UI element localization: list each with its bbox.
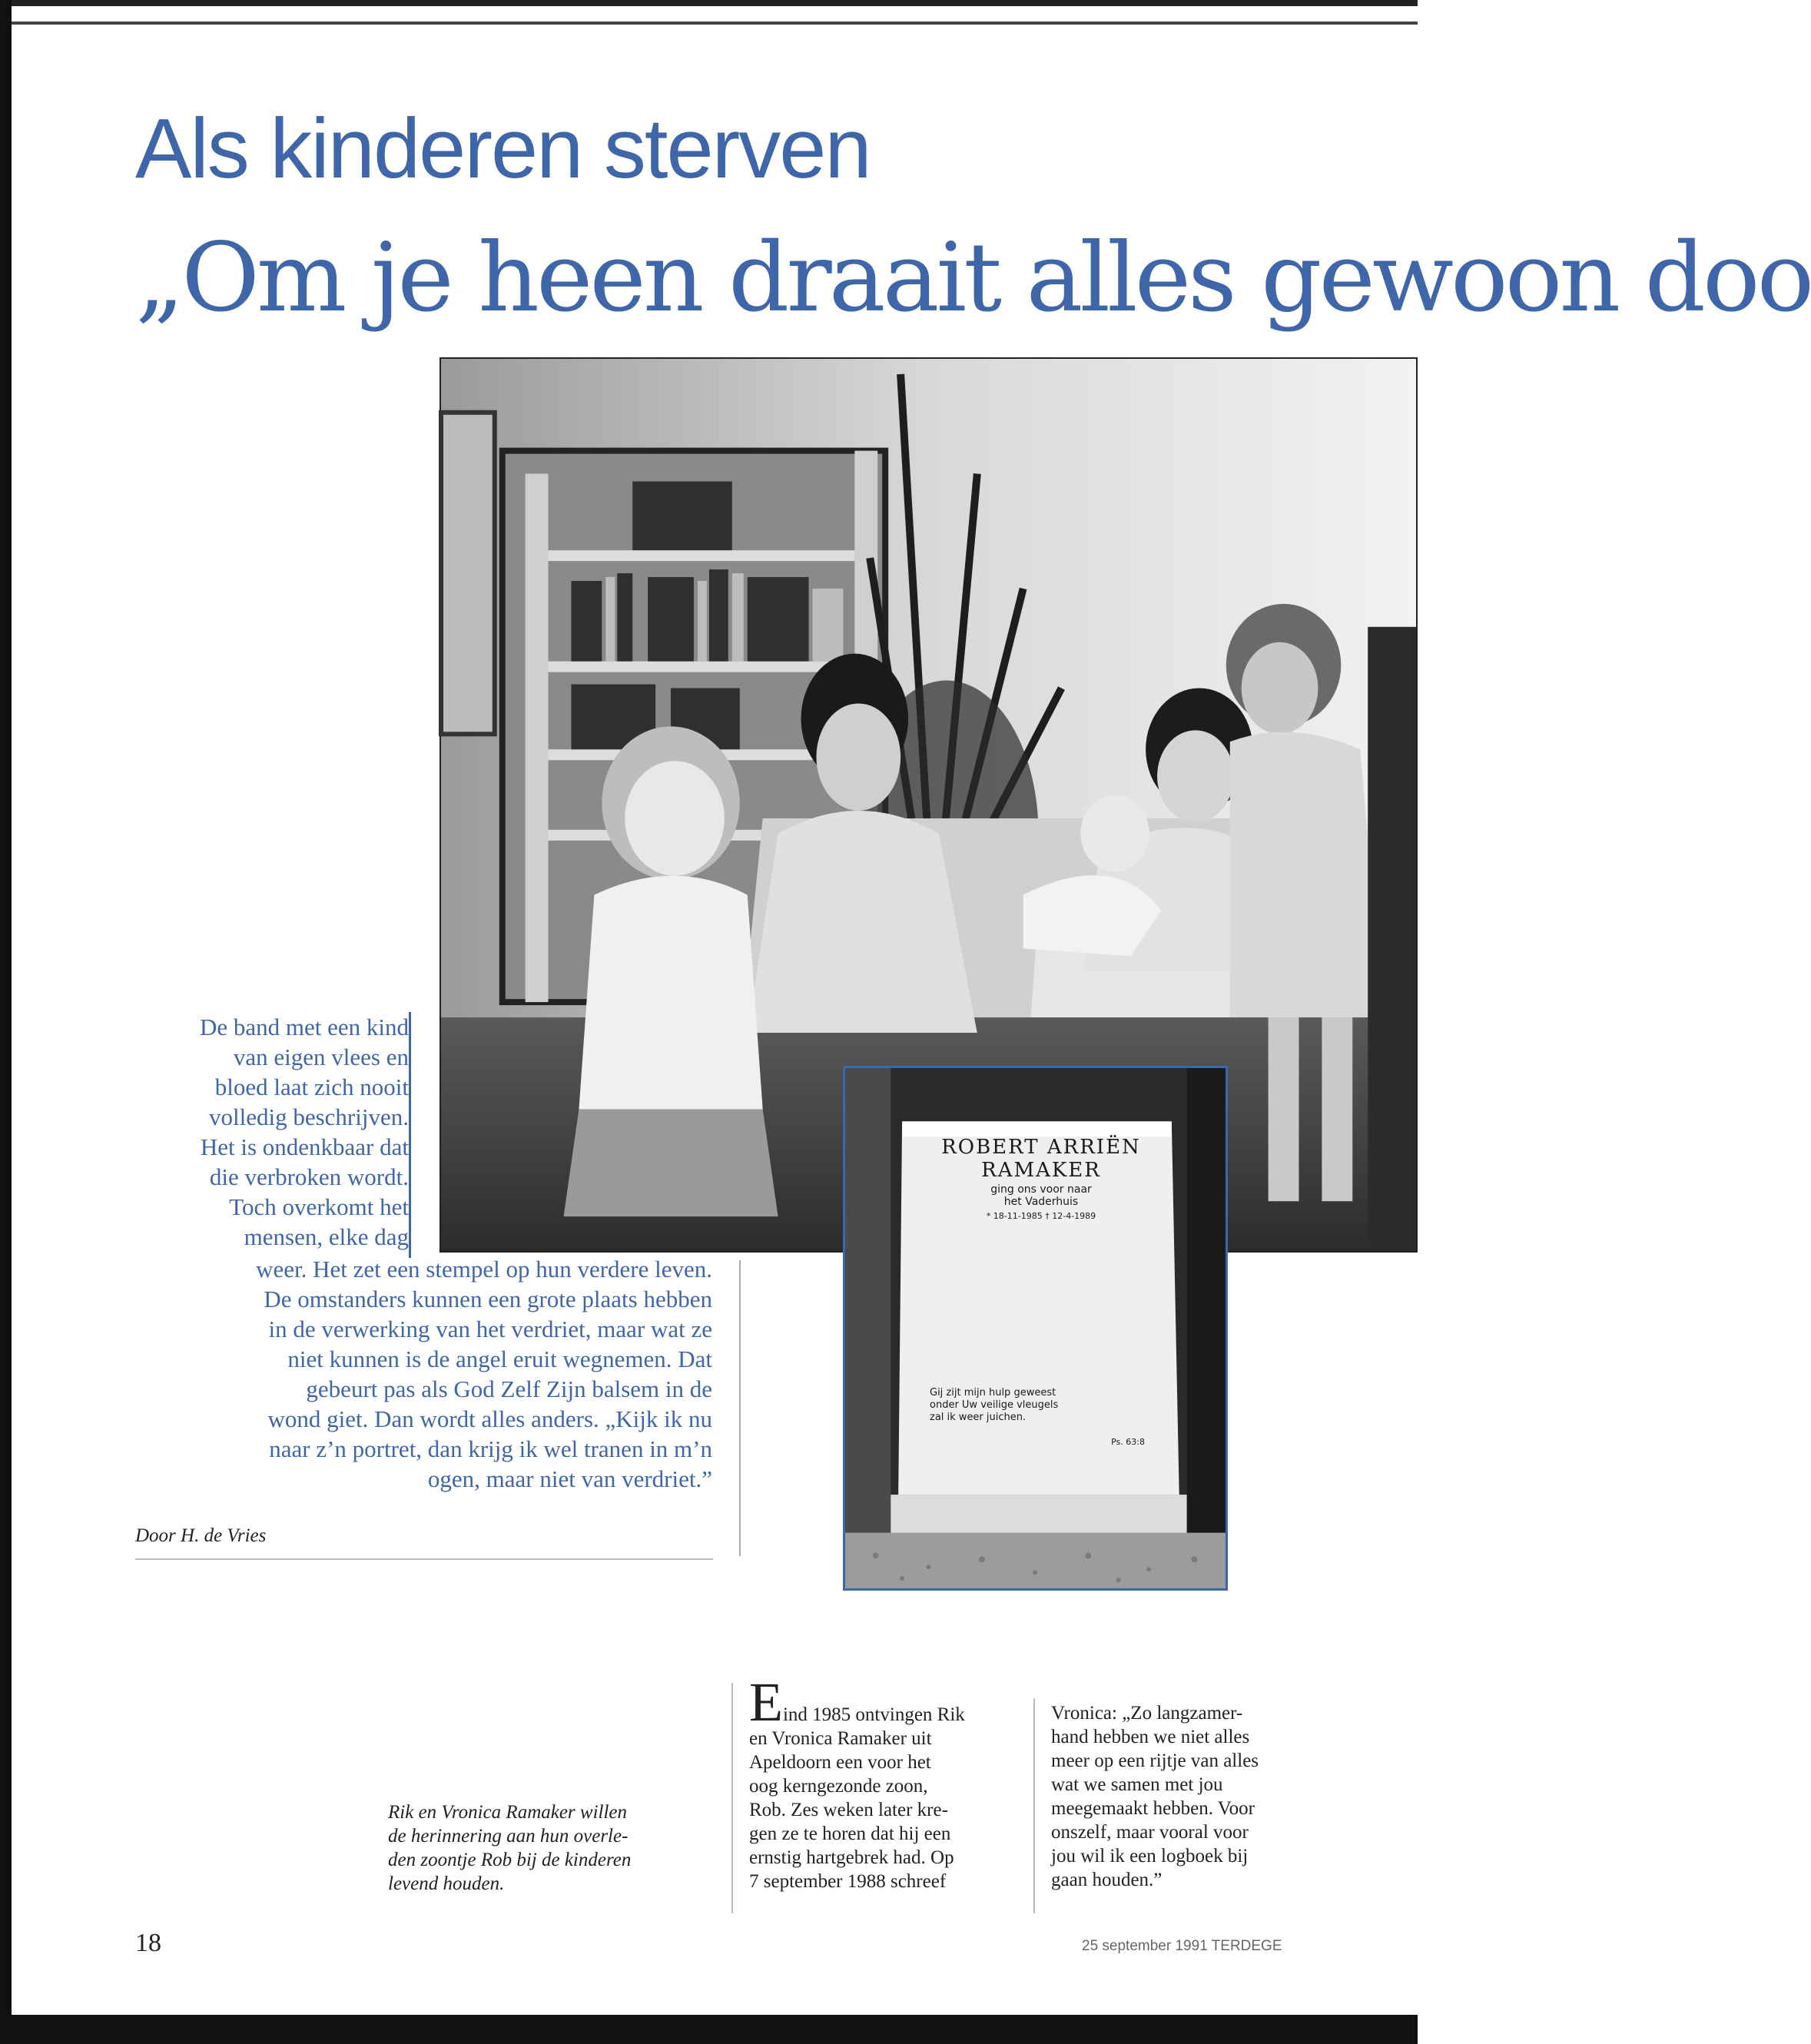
intro-line: weer. Het zet een stempel op hun verdere leven. <box>256 1256 712 1282</box>
caption-line: Rik en Vronica Ramaker willen <box>388 1802 628 1823</box>
page-number: 18 <box>135 1929 161 1957</box>
intro-line: naar z’n portret, dan krijg ik wel tranen in m’n <box>269 1435 712 1462</box>
intro-line: De band met een kind <box>199 1014 409 1040</box>
body-line: en Vronica Ramaker uit <box>749 1728 932 1749</box>
intro-line: gebeurt pas als God Zelf Zijn balsem in de <box>306 1375 712 1402</box>
intro-text-top <box>77 1012 409 1252</box>
intro-line: die verbroken wordt. <box>209 1163 409 1190</box>
gravestone-sub-line1: ging ons voor naar <box>990 1183 1092 1196</box>
body-line: Vronica: „Zo langzamer- <box>1051 1703 1243 1724</box>
body-line: gen ze te horen dat hij een <box>749 1823 951 1844</box>
column-first-line-text: ind 1985 ontvingen Rik <box>782 1704 965 1725</box>
drop-cap: E <box>749 1671 783 1733</box>
gravestone-subtitle <box>907 1183 1176 1208</box>
caption-line: den zoontje Rob bij de kinderen <box>388 1850 632 1870</box>
intro-line: Het is ondenkbaar dat <box>200 1133 409 1160</box>
gravestone-verse-line2: onder Uw veilige vleugels <box>930 1399 1059 1411</box>
body-line: gaan houden.” <box>1051 1870 1163 1890</box>
body-line: onszelf, maar vooral voor <box>1051 1822 1249 1843</box>
intro-line: ogen, maar niet van verdriet.” <box>427 1465 712 1492</box>
column-first-line <box>749 1671 1010 1733</box>
intro-line: in de verwerking van het verdriet, maar wat ze <box>268 1316 712 1342</box>
body-column-1 <box>749 1671 1010 1893</box>
gravestone-dates: * 18-11-1985 † 12-4-1989 <box>986 1211 1096 1221</box>
intro-line: Toch overkomt het <box>229 1193 409 1220</box>
body-line: meer op een rijtje van alles <box>1051 1750 1259 1771</box>
intro-line: De omstanders kunnen een grote plaats hebben <box>264 1286 712 1312</box>
intro-line: mensen, elke dag <box>244 1223 409 1250</box>
byline-rule <box>135 1558 713 1560</box>
body-column-2 <box>1051 1701 1312 1892</box>
column-rule-2 <box>1033 1698 1035 1913</box>
intro-rule-right <box>739 1260 741 1556</box>
body-line: Apeldoorn een voor het <box>749 1752 931 1773</box>
gravestone-name-line1: ROBERT ARRIËN <box>941 1136 1141 1159</box>
column-rule-1 <box>731 1683 733 1913</box>
byline: Door H. de Vries <box>135 1525 267 1546</box>
body-line: oog kerngezonde zoon, <box>749 1776 928 1797</box>
page-footer: 25 september 1991 TERDEGE <box>1082 1938 1282 1954</box>
caption-line: levend houden. <box>388 1873 505 1894</box>
intro-line: wond giet. Dan wordt alles anders. „Kijk ik nu <box>267 1405 712 1432</box>
article-headline: „Om je heen draait alles gewoon doo <box>135 223 1811 333</box>
gravestone-verse-ref: Ps. 63:8 <box>1111 1437 1145 1447</box>
page-border-left <box>0 0 12 2044</box>
page-border-top-inner <box>12 22 1418 25</box>
body-line: jou wil ik een logboek bij <box>1051 1846 1249 1866</box>
body-line: wat we samen met jou <box>1051 1774 1223 1795</box>
gravestone-verse-line3: zal ik weer juichen. <box>930 1412 1027 1423</box>
gravestone-name-line2: RAMAKER <box>981 1159 1101 1182</box>
intro-rule <box>409 1012 411 1258</box>
body-line: ernstig hartgebrek had. Op <box>749 1847 954 1868</box>
article-kicker: Als kinderen sterven <box>135 101 871 196</box>
body-line: 7 september 1988 schreef <box>749 1871 947 1892</box>
page-border-bottom <box>0 2015 1418 2044</box>
body-line: Rob. Zes weken later kre- <box>749 1800 948 1820</box>
body-line: hand hebben we niet alles <box>1051 1727 1250 1747</box>
gravestone-sub-line2: het Vaderhuis <box>1003 1196 1079 1208</box>
gravestone-name <box>907 1136 1176 1182</box>
intro-line: niet kunnen is de angel eruit wegnemen. Dat <box>287 1346 712 1372</box>
body-line: meegemaakt hebben. Voor <box>1051 1798 1255 1819</box>
photo-caption <box>388 1800 711 1896</box>
page-border-top <box>0 0 1418 6</box>
gravestone-verse-line1: Gij zijt mijn hulp geweest <box>930 1387 1056 1399</box>
intro-line: bloed laat zich nooit <box>214 1073 409 1100</box>
gravestone-verse <box>930 1387 1145 1424</box>
intro-text-bottom <box>146 1254 712 1494</box>
gravestone-photo <box>843 1066 1228 1591</box>
intro-line: van eigen vlees en <box>233 1044 409 1070</box>
caption-line: de herinnering aan hun overle- <box>388 1826 629 1847</box>
intro-line: volledig beschrijven. <box>209 1103 409 1130</box>
